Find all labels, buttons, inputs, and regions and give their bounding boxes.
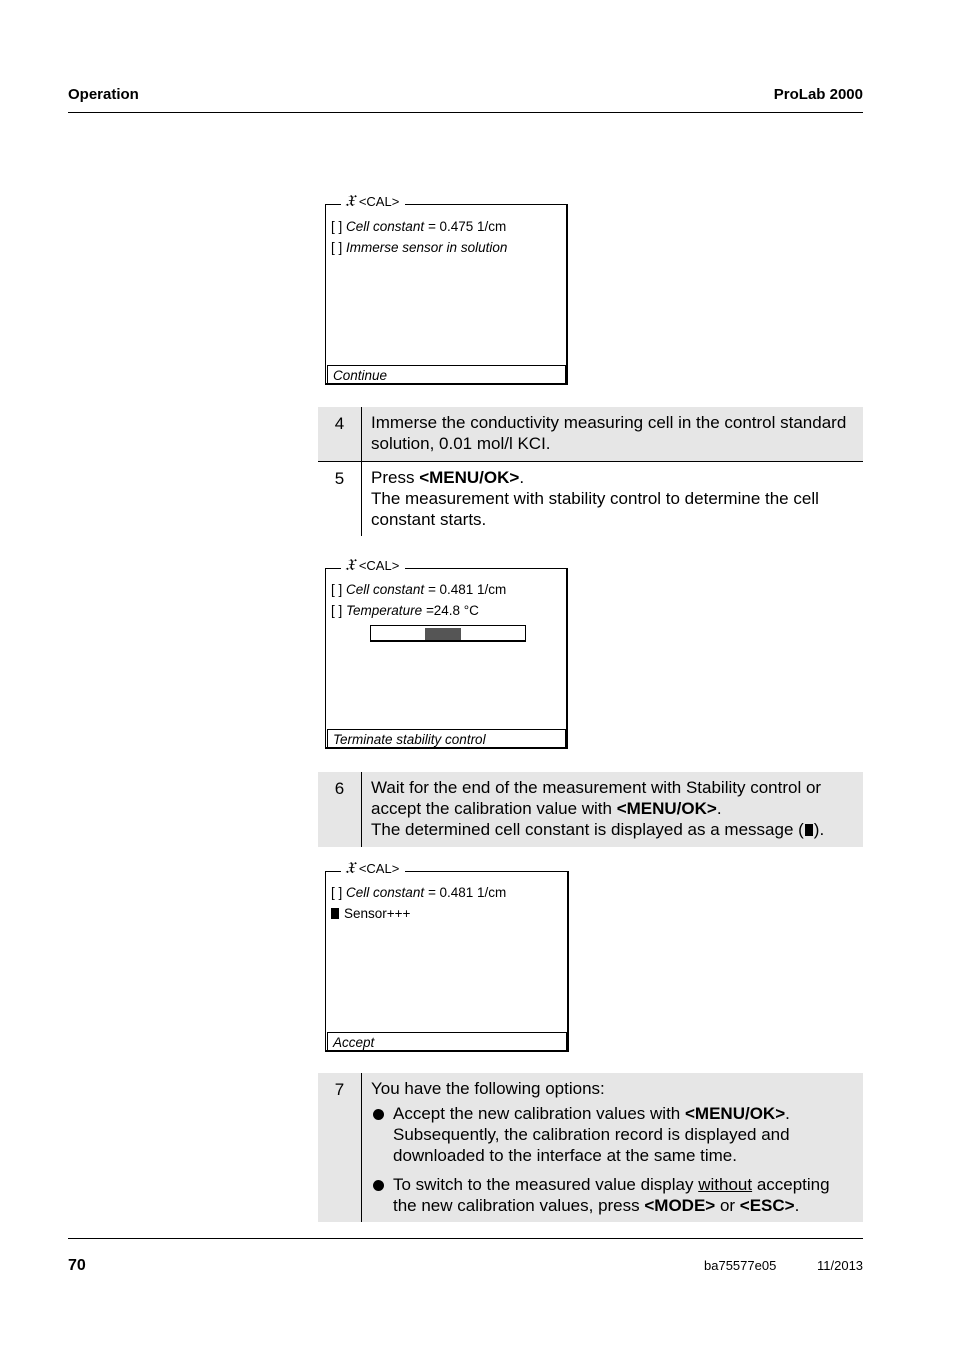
temperature-line: [ ] Temperature =24.8 °C [331, 603, 479, 618]
display-screen-1 [325, 191, 568, 385]
step-4 [318, 407, 863, 461]
step-number: 6 [334, 779, 345, 798]
mode-key: <MODE> [644, 1196, 716, 1215]
stability-progress-bar [370, 625, 526, 642]
menu-ok-key: <MENU/OK> [419, 468, 520, 487]
softkey-accept[interactable]: Accept [327, 1032, 567, 1051]
sensor-evaluation-line: Sensor+++ [331, 906, 410, 921]
display-screen-2 [325, 555, 568, 749]
step-text: Wait for the end of the measurement with Stability control or accept the calibration value with <MENU/OK>. The determined cell constant is displayed as a message ( ). [371, 778, 825, 839]
footer-rule [68, 1238, 863, 1239]
step-divider [361, 407, 362, 461]
bullet-icon [373, 1109, 384, 1120]
cell-constant-line: [ ] Cell constant = 0.475 1/cm [331, 219, 507, 234]
softkey-continue[interactable]: Continue [327, 365, 566, 384]
calibration-icon: 𝔛 [345, 858, 355, 877]
menu-ok-key: <MENU/OK> [685, 1104, 786, 1123]
cell-constant-line: [ ] Cell constant = 0.481 1/cm [331, 885, 507, 900]
message-square-icon [331, 908, 339, 919]
calibration-icon: 𝔛 [345, 191, 355, 210]
header-rule [68, 112, 863, 113]
message-square-icon [805, 824, 813, 836]
step-number: 4 [334, 414, 345, 433]
option-accept: Accept the new calibration values with <MENU/OK>. Subsequently, the calibration record is displayed and downloaded to the interface at the same time. [371, 1103, 855, 1166]
document-id: ba75577e05 [704, 1258, 777, 1273]
page-number: 70 [68, 1257, 86, 1274]
step-text: You have the following options: Accept the new calibration values with <MENU/OK>. Subsequently, the calibration record is displayed and downloaded to the interface at the same time. To switch to the measured value display without accepting the new calibration values, press <MODE> or <ESC>. [371, 1078, 855, 1216]
cell-constant-line: [ ] Cell constant = 0.481 1/cm [331, 582, 507, 597]
step-text: Immerse the conductivity measuring cell in the control standard solution, 0.01 mol/l KCI. [371, 413, 847, 453]
step-text: Press <MENU/OK>. The measurement with stability control to determine the cell constant starts. [371, 468, 819, 529]
product-name: ProLab 2000 [773, 86, 863, 103]
bullet-icon [373, 1180, 384, 1191]
display-title: 𝔛 <CAL> [341, 191, 405, 211]
step-number: 5 [334, 469, 345, 488]
menu-ok-key: <MENU/OK> [616, 799, 717, 818]
step-6 [318, 772, 863, 847]
calibration-icon: 𝔛 [345, 555, 355, 574]
display-screen-3 [325, 858, 569, 1052]
esc-key: <ESC> [739, 1196, 795, 1215]
display-title: 𝔛 <CAL> [341, 555, 405, 575]
document-date: 11/2013 [817, 1258, 864, 1273]
step-number: 7 [334, 1080, 345, 1099]
step-7 [318, 1073, 863, 1222]
step-5 [318, 462, 863, 536]
step-divider [361, 1073, 362, 1222]
option-switch: To switch to the measured value display without accepting the new calibration values, press <MODE> or <ESC>. [371, 1174, 855, 1216]
instruction-line: [ ] Immerse sensor in solution [331, 240, 508, 255]
progress-fill [425, 628, 461, 640]
step-divider [361, 772, 362, 847]
step-divider [361, 462, 362, 536]
softkey-terminate[interactable]: Terminate stability control [327, 729, 566, 748]
display-title: 𝔛 <CAL> [341, 858, 405, 878]
section-title: Operation [68, 86, 139, 103]
